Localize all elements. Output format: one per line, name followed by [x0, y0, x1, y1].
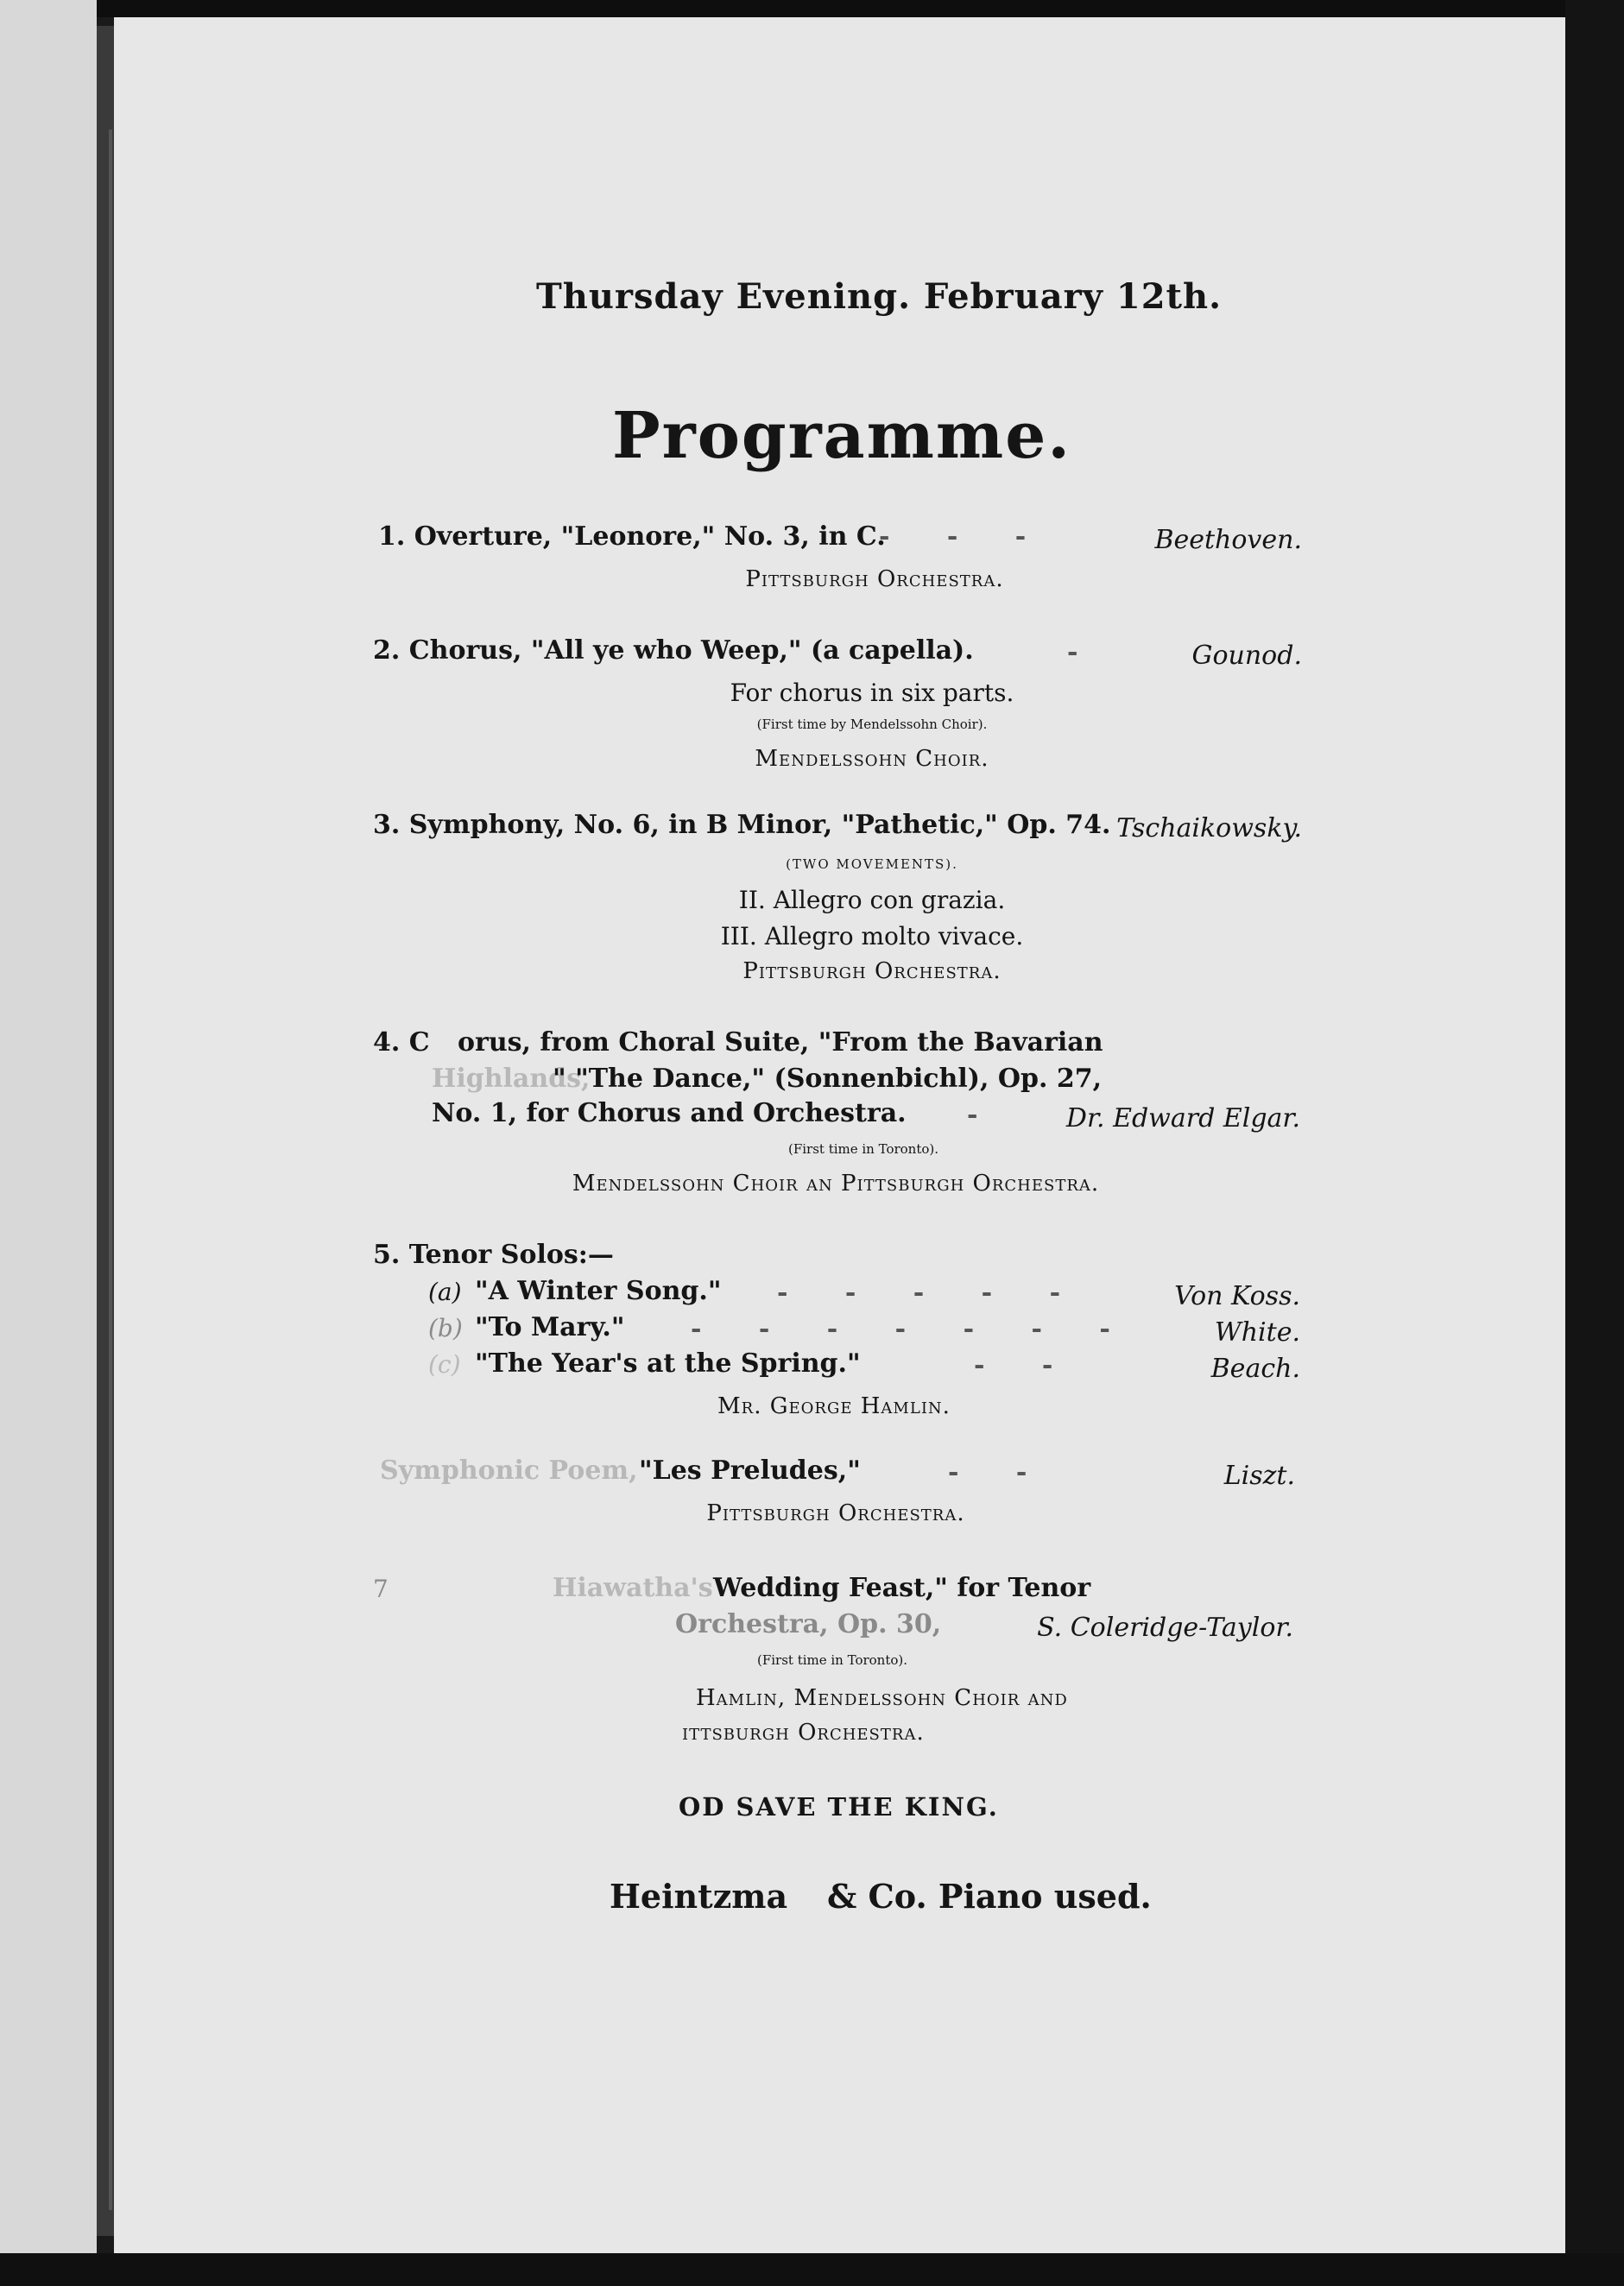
- item-5-performers: Mr. George Hamlin.: [717, 1393, 951, 1419]
- item-1-composer: Beethoven.: [1154, 525, 1302, 555]
- item-3-movement-1: II. Allegro con grazia.: [738, 886, 1006, 914]
- item-6-composer: Liszt.: [1223, 1461, 1295, 1491]
- program-page: [114, 17, 1565, 2253]
- item-3-movements-label: (TWO MOVEMENTS).: [786, 856, 958, 872]
- item-4-line-3: No. 1, for Chorus and Orchestra.: [432, 1098, 907, 1128]
- item-4-line-1b: orus, from Choral Suite, "From the Bavarian: [458, 1027, 1103, 1058]
- song-c-title: "The Year's at the Spring.": [475, 1348, 861, 1379]
- item-4-line-2b: " "The Dance," (Sonnenbichl), Op. 27,: [553, 1064, 1103, 1094]
- item-2-composer: Gounod.: [1191, 641, 1302, 671]
- item-2-performers: Mendelssohn Choir.: [755, 746, 989, 772]
- item-2-leader-dots: -: [1067, 637, 1103, 667]
- date-line: Thursday Evening. February 12th.: [535, 276, 1223, 317]
- item-5-heading: 5. Tenor Solos:—: [373, 1240, 614, 1270]
- item-3-movement-2: III. Allegro molto vivace.: [720, 922, 1024, 950]
- anthem-line: OD SAVE THE KING.: [679, 1792, 999, 1822]
- item-7-performers-2: ittsburgh Orchestra.: [682, 1720, 925, 1746]
- item-2-first-time: (First time by Mendelssohn Choir).: [756, 717, 988, 732]
- programme-title: Programme.: [611, 399, 1072, 473]
- scan-bottom-edge: [0, 2253, 1624, 2286]
- left-binding-line: [109, 129, 112, 2210]
- item-6-performers: Pittsburgh Orchestra.: [706, 1500, 965, 1526]
- song-a-composer: Von Koss.: [1174, 1281, 1300, 1311]
- item-6-leader-dots: - -: [948, 1457, 1052, 1487]
- item-1-performers: Pittsburgh Orchestra.: [745, 566, 1004, 592]
- scan-right-edge: [1565, 0, 1624, 2286]
- item-4-first-time: (First time in Toronto).: [787, 1141, 939, 1157]
- song-a-letter: (a): [428, 1278, 462, 1306]
- song-a-title: "A Winter Song.": [475, 1276, 722, 1306]
- item-7-line-1-faded: Hiawatha's: [553, 1573, 713, 1603]
- item-6-heading-faded: Symphonic Poem,: [380, 1456, 638, 1486]
- item-2-heading: 2. Chorus, "All ye who Weep," (a capella).: [373, 635, 974, 666]
- item-7-performers-1: Hamlin, Mendelssohn Choir and: [696, 1685, 1068, 1711]
- item-4-leader-dots: -: [967, 1100, 1002, 1130]
- item-6-heading: "Les Preludes,": [639, 1456, 861, 1486]
- item-1-leader-dots: - - -: [879, 521, 1051, 552]
- item-3-performers: Pittsburgh Orchestra.: [742, 958, 1002, 984]
- item-7-line-2-faded: Orchestra, Op. 30,: [675, 1609, 942, 1639]
- song-b-letter: (b): [428, 1314, 463, 1342]
- item-7-first-time: (First time in Toronto).: [756, 1652, 908, 1668]
- item-4-line-1a: 4. C: [373, 1027, 430, 1058]
- song-c-leader-dots: - -: [974, 1350, 1077, 1380]
- item-4-performers: Mendelssohn Choir an Pittsburgh Orchestra.: [572, 1171, 1100, 1197]
- song-b-title: "To Mary.": [475, 1312, 625, 1342]
- scan-top-edge: [0, 0, 1624, 17]
- piano-credit-a: Heintzma: [610, 1877, 788, 1916]
- song-b-composer: White.: [1214, 1317, 1300, 1348]
- item-7-line-1: Wedding Feast," for Tenor: [713, 1573, 1091, 1603]
- item-7-composer: S. Coleridge-Taylor.: [1037, 1613, 1293, 1643]
- item-4-line-2a: Highlands,: [432, 1064, 591, 1094]
- song-c-letter: (c): [428, 1350, 461, 1379]
- item-1-heading: 1. Overture, "Leonore," No. 3, in C.: [378, 521, 886, 552]
- item-4-composer: Dr. Edward Elgar.: [1065, 1103, 1300, 1134]
- left-margin: [0, 0, 97, 2286]
- piano-credit-b: & Co. Piano used.: [827, 1877, 1152, 1916]
- item-2-note: For chorus in six parts.: [730, 679, 1014, 707]
- song-c-composer: Beach.: [1210, 1354, 1300, 1384]
- song-a-leader-dots: - - - - -: [777, 1278, 1085, 1308]
- song-b-leader-dots: - - - - - - -: [691, 1314, 1134, 1344]
- item-3-heading: 3. Symphony, No. 6, in B Minor, "Pathetic," Op. 74.: [373, 810, 1111, 840]
- item-3-composer: Tschaikowsky.: [1116, 813, 1302, 843]
- item-7-number: 7: [373, 1575, 389, 1603]
